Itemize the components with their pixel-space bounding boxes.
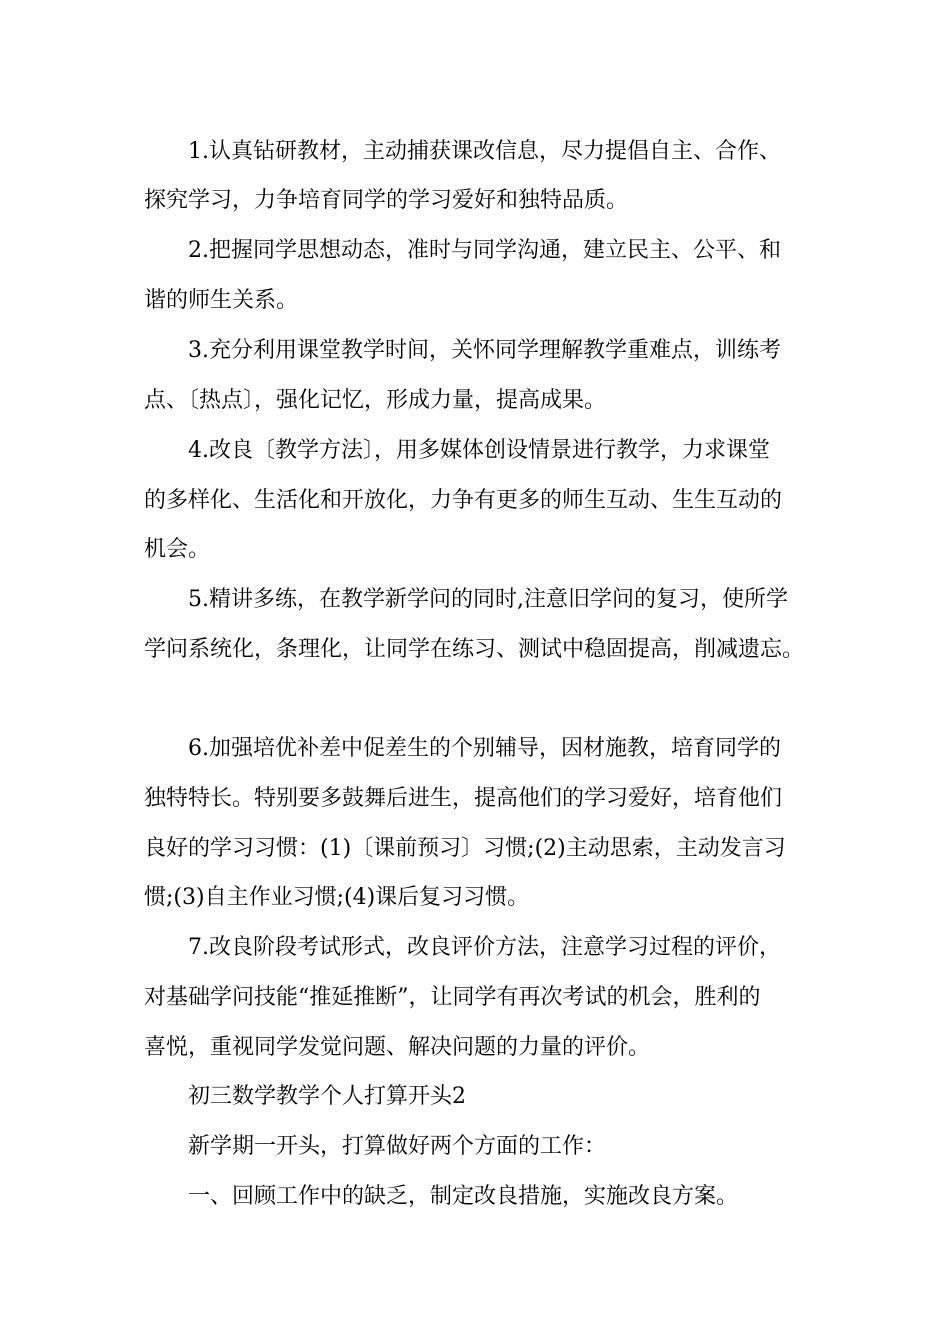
item-3-line-1: 3.充分利用课堂教学时间，关怀同学理解教学重难点，训练考	[188, 338, 781, 363]
item-2-line-1: 2.把握同学思想动态，准时与同学沟通，建立民主、公平、和	[188, 238, 781, 263]
item-2-line-2: 谐的师生关系。	[144, 288, 299, 313]
item-7-line-2: 对基础学问技能“推延推断”，让同学有再次考试的机会，胜利的	[144, 985, 761, 1010]
item-4-line-2: 的多样化、生活化和开放化，力争有更多的师生互动、生生互动的	[144, 488, 783, 513]
intro-line: 新学期一开头，打算做好两个方面的工作：	[188, 1134, 607, 1159]
item-5-line-1: 5.精讲多练，在教学新学问的同时,注意旧学问的复习，使所学	[188, 587, 788, 612]
item-1-line-1: 1.认真钻研教材，主动捕获课改信息，尽力提倡自主、合作、	[188, 139, 781, 164]
item-6-line-1: 6.加强培优补差中促差生的个别辅导，因材施教，培育同学的	[188, 736, 781, 761]
item-3-line-2: 点、〔热点〕，强化记忆，形成力量，提高成果。	[144, 388, 607, 413]
item-4-line-1: 4.改良〔教学方法〕，用多媒体创设情景进行教学，力求课堂	[188, 438, 770, 463]
item-7-line-1: 7.改良阶段考试形式，改良评价方法，注意学习过程的评价，	[188, 935, 781, 960]
item-6-line-4: 惯;(3)自主作业习惯;(4)课后复习习惯。	[144, 885, 530, 910]
item-7-line-3: 喜悦，重视同学发觉问题、解决问题的力量的评价。	[144, 1035, 651, 1060]
item-1-line-2: 探究学习，力争培育同学的学习爱好和独特品质。	[144, 188, 629, 213]
item-6-line-2: 独特特长。特别要多鼓舞后进生，提高他们的学习爱好，培育他们	[144, 786, 783, 811]
item-6-line-3: 良好的学习习惯：(1)〔课前预习〕习惯;(2)主动思索，主动发言习	[144, 836, 786, 861]
item-4-line-3: 机会。	[144, 537, 211, 562]
section-heading: 初三数学教学个人打算开头2	[188, 1084, 466, 1109]
item-5-line-2: 学问系统化，条理化，让同学在练习、测试中稳固提高，削减遗忘。	[144, 637, 805, 662]
subsection-heading: 一、回顾工作中的缺乏，制定改良措施，实施改良方案。	[188, 1184, 739, 1209]
